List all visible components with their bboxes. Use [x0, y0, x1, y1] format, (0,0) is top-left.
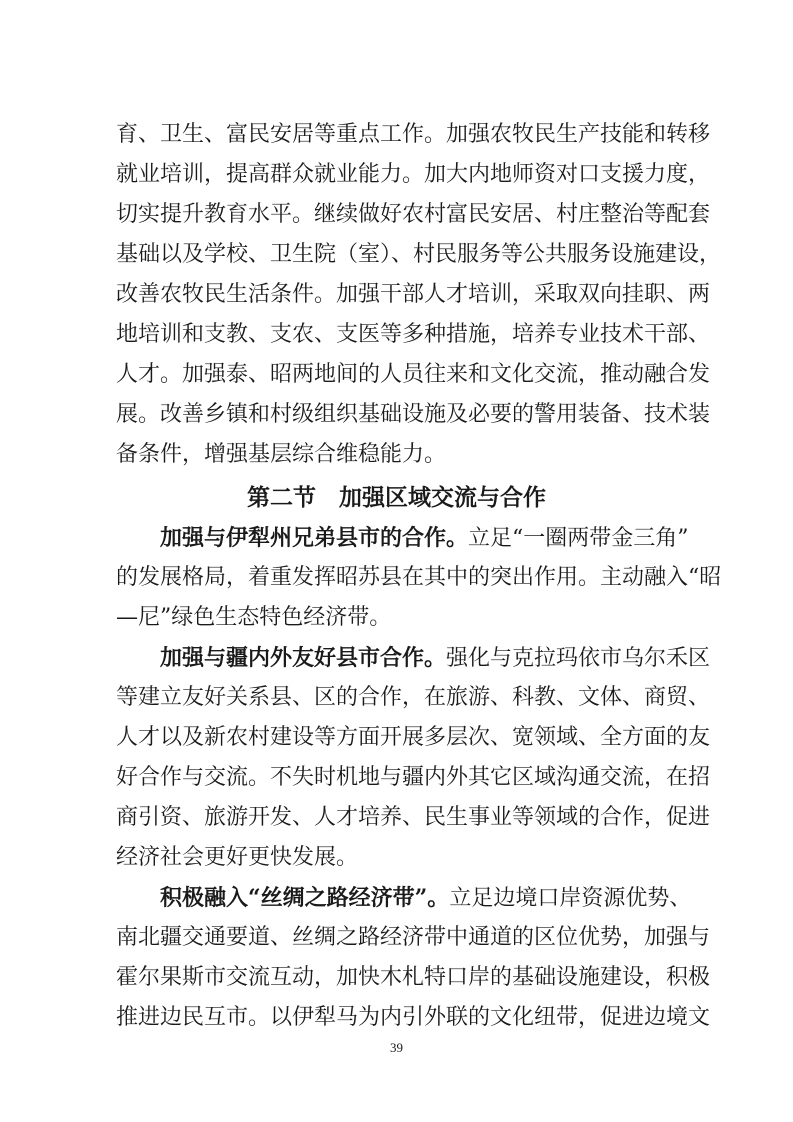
paragraph-text: 立足“一圈两带金三角” — [468, 526, 689, 551]
body-text-line: 改善农牧民生活条件。加强干部人才培训，采取双向挂职、两 — [116, 282, 711, 307]
paragraph-first-line — [160, 880, 692, 917]
section-heading: 第二节 加强区域交流与合作 — [247, 484, 546, 511]
paragraph-text: 强化与克拉玛依市乌尔禾区 — [446, 646, 711, 671]
body-text-line: 就业培训，提高群众就业能力。加大内地师资对口支援力度， — [116, 162, 711, 187]
body-text-line: 霍尔果斯市交流互动，加快木札特口岸的基础设施建设，积极 — [116, 965, 711, 990]
body-text-line: 展。改善乡镇和村级组织基础设施及必要的警用装备、技术装 — [116, 402, 711, 427]
body-text-line: 推进边民互市。以伊犁马为内引外联的文化纽带，促进边境文 — [116, 1005, 711, 1030]
page-number: 39 — [390, 1040, 403, 1055]
body-text-line: —尼”绿色生态特色经济带。 — [116, 605, 392, 630]
body-text-line: 切实提升教育水平。继续做好农村富民安居、村庄整治等配套 — [116, 202, 711, 227]
body-text-line: 的发展格局，着重发挥昭苏县在其中的突出作用。主动融入“昭 — [116, 565, 722, 590]
body-text-line: 人才以及新农村建设等方面开展多层次、宽领域、全方面的友 — [116, 725, 711, 750]
body-text-line: 南北疆交通要道、丝绸之路经济带中通道的区位优势，加强与 — [116, 925, 711, 950]
paragraph-lead: 加强与伊犁州兄弟县市的合作。 — [160, 525, 469, 551]
paragraph-first-line — [160, 520, 689, 557]
paragraph-first-line — [160, 640, 711, 677]
body-text-line: 人才。加强泰、昭两地间的人员往来和文化交流，推动融合发 — [116, 362, 711, 387]
paragraph-lead: 积极融入“丝绸之路经济带”。 — [160, 885, 450, 911]
body-text-line: 育、卫生、富民安居等重点工作。加强农牧民生产技能和转移 — [116, 122, 711, 147]
body-text-line: 好合作与交流。不失时机地与疆内外其它区域沟通交流，在招 — [116, 765, 711, 790]
body-text-line: 基础以及学校、卫生院（室）、村民服务等公共服务设施建设， — [116, 242, 722, 267]
body-text-line: 商引资、旅游开发、人才培养、民生事业等领域的合作，促进 — [116, 805, 711, 830]
body-text-line: 地培训和支教、支农、支医等多种措施，培养专业技术干部、 — [116, 322, 711, 347]
paragraph-text: 立足边境口岸资源优势、 — [449, 886, 692, 911]
body-text-line: 经济社会更好更快发展。 — [116, 845, 359, 870]
paragraph-lead: 加强与疆内外友好县市合作。 — [160, 645, 447, 671]
body-text-line: 等建立友好关系县、区的合作，在旅游、科教、文体、商贸、 — [116, 685, 711, 710]
body-text-line: 备条件，增强基层综合维稳能力。 — [116, 442, 447, 467]
